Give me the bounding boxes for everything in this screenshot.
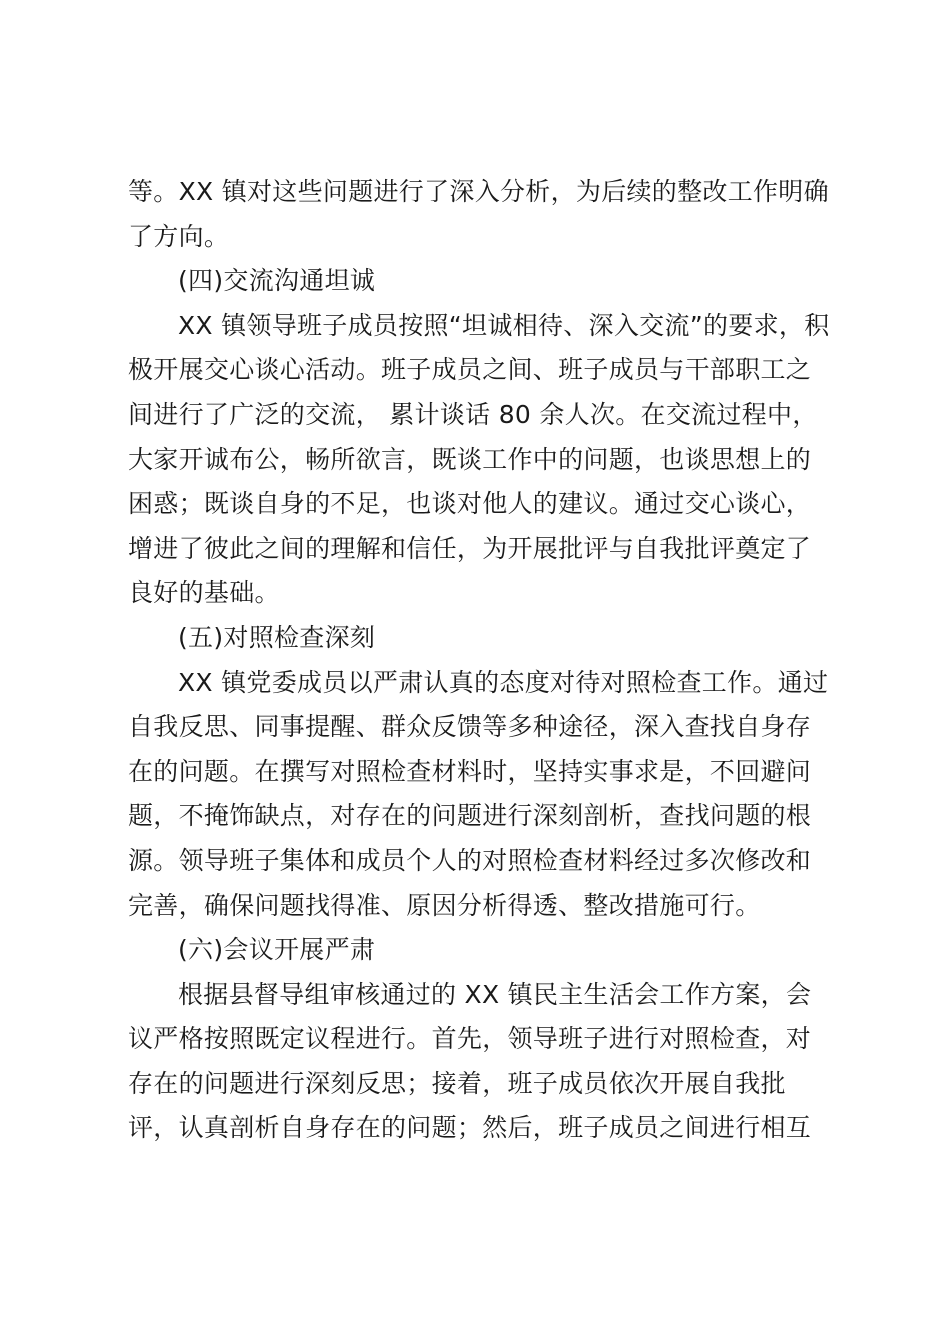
paragraph-line: 评，认真剖析自身存在的问题；然后，班子成员之间进行相互 [128, 1113, 812, 1143]
section-heading: (六)会议开展严肃 [178, 935, 376, 965]
paragraph-line: 等。XX 镇对这些问题进行了深入分析，为后续的整改工作明确 [128, 177, 829, 206]
paragraph-line: 困惑；既谈自身的不足，也谈对他人的建议。通过交心谈心， [128, 489, 812, 519]
paragraph-line: 极开展交心谈心活动。班子成员之间、班子成员与干部职工之 [128, 355, 812, 385]
paragraph-line: 增进了彼此之间的理解和信任，为开展批评与自我批评奠定了 [128, 533, 812, 563]
section-heading: (四)交流沟通坦诚 [178, 266, 376, 296]
paragraph-line: 题，不掩饰缺点，对存在的问题进行深刻剖析，查找问题的根 [128, 801, 812, 831]
paragraph-line: 大家开诚布公，畅所欲言，既谈工作中的问题，也谈思想上的 [128, 444, 812, 474]
paragraph-line: 根据县督导组审核通过的 XX 镇民主生活会工作方案，会 [178, 979, 812, 1009]
paragraph-line: 在的问题。在撰写对照检查材料时，坚持实事求是，不回避问 [128, 756, 812, 786]
paragraph-line: 存在的问题进行深刻反思；接着，班子成员依次开展自我批 [128, 1068, 786, 1098]
paragraph-line: 议严格按照既定议程进行。首先，领导班子进行对照检查，对 [128, 1024, 812, 1054]
paragraph-line: 良好的基础。 [128, 578, 280, 608]
paragraph-line: XX 镇党委成员以严肃认真的态度对待对照检查工作。通过 [178, 667, 829, 697]
section-heading: (五)对照检查深刻 [178, 622, 376, 652]
paragraph-line: 了方向。 [128, 221, 230, 251]
paragraph-line: 间进行了广泛的交流， 累计谈话 80 余人次。在交流过程中， [128, 399, 818, 429]
document-body [128, 170, 834, 1151]
paragraph-line: 源。领导班子集体和成员个人的对照检查材料经过多次修改和 [128, 845, 812, 875]
paragraph-line: XX 镇领导班子成员按照“坦诚相待、深入交流”的要求，积 [178, 310, 830, 340]
paragraph-line: 完善，确保问题找得准、原因分析得透、整改措施可行。 [128, 890, 761, 920]
paragraph-line: 自我反思、同事提醒、群众反馈等多种途径，深入查找自身存 [128, 712, 812, 742]
